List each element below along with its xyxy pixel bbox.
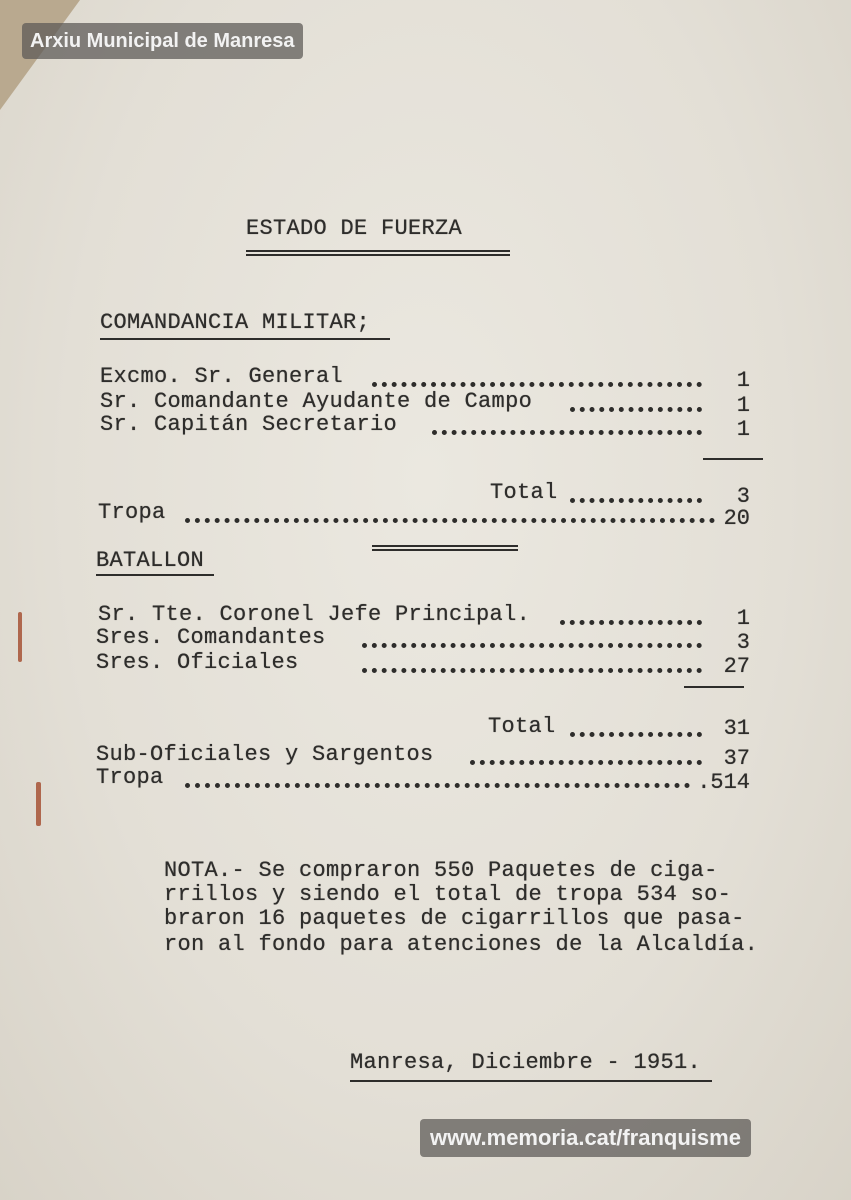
row-value: .514 xyxy=(697,770,750,795)
leader-dots xyxy=(372,382,702,387)
row-label: Sr. Tte. Coronel Jefe Principal. xyxy=(98,602,531,627)
row-label: Sres. Oficiales xyxy=(96,650,299,675)
row-label: Sr. Comandante Ayudante de Campo xyxy=(100,389,533,414)
nota-line: rrillos y siendo el total de tropa 534 so- xyxy=(164,882,732,907)
archive-watermark: Arxiu Municipal de Manresa xyxy=(22,23,303,59)
section-heading-comandancia: COMANDANCIA MILITAR; xyxy=(100,310,371,335)
leader-dots xyxy=(185,783,690,788)
row-label: Tropa xyxy=(96,765,164,790)
nota-line: ron al fondo para atenciones de la Alcaldía. xyxy=(164,932,759,957)
website-watermark: www.memoria.cat/franquisme xyxy=(420,1119,751,1157)
row-label: Sub-Oficiales y Sargentos xyxy=(96,742,434,767)
rust-stain xyxy=(18,612,22,662)
place-date-underline xyxy=(350,1080,712,1082)
row-value: 3 xyxy=(736,630,750,655)
nota-line: NOTA.- Se compraron 550 Paquetes de ciga- xyxy=(164,858,718,883)
row-value: 1 xyxy=(736,606,750,631)
leader-dots xyxy=(185,518,715,523)
place-date: Manresa, Diciembre - 1951. xyxy=(350,1050,702,1075)
row-value: 20 xyxy=(723,506,750,531)
leader-dots xyxy=(570,498,702,503)
leader-dots xyxy=(432,430,702,435)
section-heading-underline xyxy=(100,338,390,340)
section-heading-batallon: BATALLON xyxy=(96,548,205,573)
row-value: 27 xyxy=(723,654,750,679)
sum-rule xyxy=(703,458,763,460)
total-value: 3 xyxy=(736,484,750,509)
leader-dots xyxy=(570,732,702,737)
leader-dots xyxy=(470,760,702,765)
row-label: Excmo. Sr. General xyxy=(100,364,344,389)
row-value: 1 xyxy=(736,417,750,442)
row-label: Sres. Comandantes xyxy=(96,625,326,650)
total-label: Total xyxy=(490,480,558,505)
leader-dots xyxy=(570,407,702,412)
row-value: 1 xyxy=(736,393,750,418)
row-label: Tropa xyxy=(98,500,166,525)
rust-stain xyxy=(36,782,41,826)
total-label: Total xyxy=(488,714,556,739)
total-value: 31 xyxy=(723,716,750,741)
section-heading-underline xyxy=(96,574,214,576)
sum-rule xyxy=(684,686,744,688)
row-label: Sr. Capitán Secretario xyxy=(100,412,398,437)
row-value: 37 xyxy=(723,746,750,771)
document-title: ESTADO DE FUERZA xyxy=(246,216,463,241)
leader-dots xyxy=(362,643,702,648)
leader-dots xyxy=(362,668,702,673)
leader-dots xyxy=(560,620,702,625)
row-value: 1 xyxy=(736,368,750,393)
nota-line: braron 16 paquetes de cigarrillos que pasa- xyxy=(164,906,745,931)
section-separator xyxy=(372,545,518,551)
title-double-underline xyxy=(246,250,510,256)
